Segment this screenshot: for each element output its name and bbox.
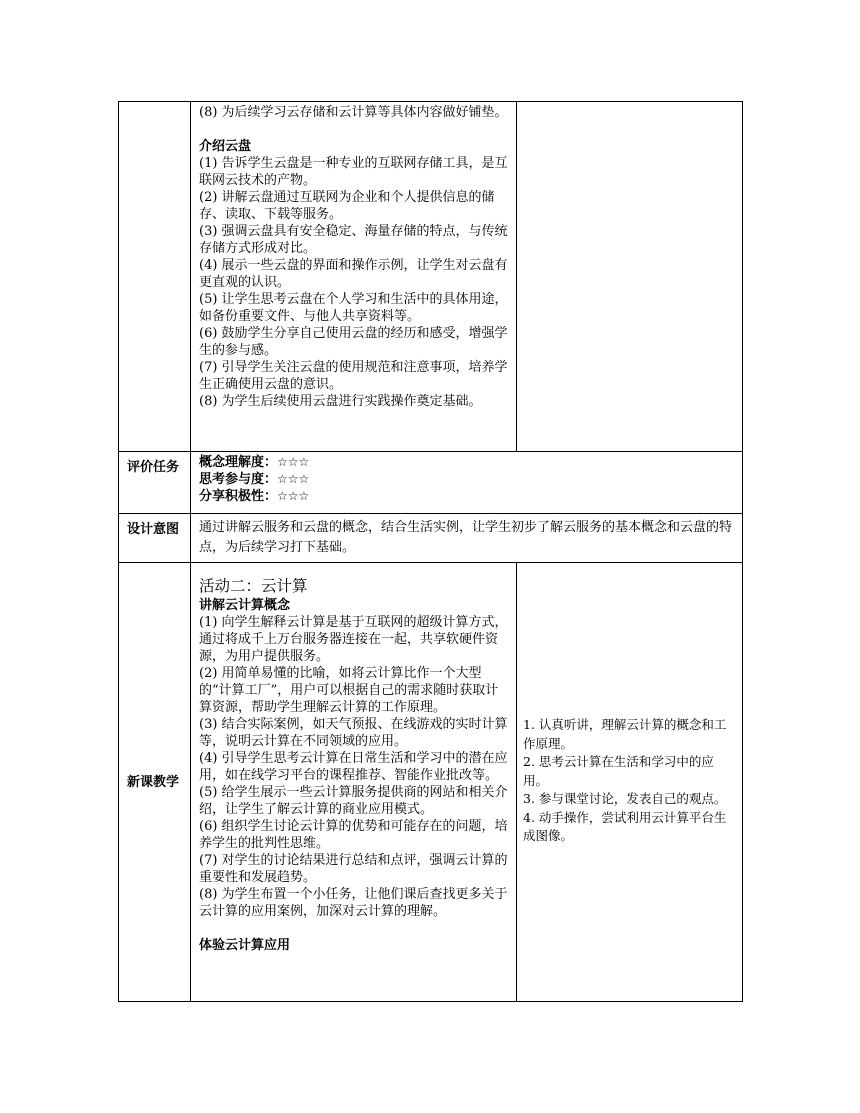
student-activity-item: 4. 动手操作，尝试利用云计算平台生成图像。 [523,809,727,844]
evaluation-item [199,471,736,488]
new-lesson-label: 新课教学 [119,563,191,1002]
evaluation-item [199,454,736,471]
star-rating: ☆☆☆ [277,489,310,503]
design-intent-row [119,514,743,563]
cloud-disk-item: (8) 为学生后续使用云盘进行实践操作奠定基础。 [199,394,482,409]
design-intent-text: 通过讲解云服务和云盘的概念，结合生活实例，让学生初步了解云服务的基本概念和云盘的特点，为后续学习打下基础。 [191,514,743,563]
cloud-computing-item: (7) 对学生的讨论结果进行总结和点评，强调云计算的重要性和发展趋势。 [199,853,508,885]
new-lesson-row [119,563,743,1002]
cloud-disk-item: (5) 让学生思考云盘在个人学习和生活中的具体用途，如备份重要文件、与他人共享资料等。 [199,292,508,324]
cloud-disk-item: (2) 讲解云盘通过互联网为企业和个人提供信息的储存、读取、下载等服务。 [199,190,495,222]
evaluation-content [191,452,743,514]
student-activity-item: 2. 思考云计算在生活和学习中的应用。 [523,754,714,788]
lesson-plan-table [118,101,743,1002]
cloud-computing-item: (8) 为学生布置一个小任务，让他们课后查找更多关于云计算的应用案例，加深对云计算的理解。 [199,887,508,919]
activity-one-content [191,102,517,452]
design-intent-label: 设计意图 [119,514,191,563]
activity-two-title: 活动二：云计算 [199,577,308,595]
cloud-computing-item: (4) 引导学生思考云计算在日常生活和学习中的潜在应用，如在线学习平台的课程推荐、智能作业批改等。 [199,751,508,783]
cloud-computing-item: (5) 给学生展示一些云计算服务提供商的网站和相关介绍，让学生了解云计算的商业应用模式。 [199,785,508,817]
evaluation-item-name: 分享积极性： [199,489,278,504]
evaluation-item [199,488,736,505]
cloud-disk-heading: 介绍云盘 [199,139,252,154]
cloud-disk-item: (1) 告诉学生云盘是一种专业的互联网存储工具，是互联网云技术的产物。 [199,156,508,188]
evaluation-item-name: 概念理解度： [199,455,278,470]
cloud-computing-item: (6) 组织学生讨论云计算的优势和可能存在的问题，培养学生的批判性思维。 [199,819,508,851]
cloud-computing-heading: 讲解云计算概念 [199,598,291,613]
star-rating: ☆☆☆ [277,455,310,469]
evaluation-label: 评价任务 [119,452,191,514]
student-activity-item: 1. 认真听讲，理解云计算的概念和工作原理。 [523,717,727,751]
evaluation-item-name: 思考参与度： [199,472,278,487]
activity-one-row [119,102,743,452]
activity-one-label-cell [119,102,191,452]
student-activity-item: 3. 参与课堂讨论，发表自己的观点。 [523,791,727,807]
prep-item-8: (8) 为后续学习云存储和云计算等具体内容做好铺垫。 [199,105,508,120]
cloud-computing-item: (1) 向学生解释云计算是基于互联网的超级计算方式，通过将成千上万台服务器连接在一起，共享软硬件资源，为用户提供服务。 [199,615,508,664]
cloud-disk-item: (7) 引导学生关注云盘的使用规范和注意事项，培养学生正确使用云盘的意识。 [199,360,508,392]
star-rating: ☆☆☆ [277,472,310,486]
student-activities-cell [517,563,743,1002]
cloud-disk-item: (3) 强调云盘具有安全稳定、海量存储的特点，与传统存储方式形成对比。 [199,224,508,256]
experience-heading: 体验云计算应用 [199,938,291,953]
activity-one-student-cell [517,102,743,452]
evaluation-row [119,452,743,514]
cloud-disk-item: (4) 展示一些云盘的界面和操作示例，让学生对云盘有更直观的认识。 [199,258,508,290]
cloud-disk-item: (6) 鼓励学生分享自己使用云盘的经历和感受，增强学生的参与感。 [199,326,508,358]
cloud-computing-item: (2) 用简单易懂的比喻，如将云计算比作一个大型的“计算工厂”，用户可以根据自己的需求随时获取计算资源，帮助学生理解云计算的工作原理。 [199,666,499,715]
cloud-computing-item: (3) 结合实际案例，如天气预报、在线游戏的实时计算等，说明云计算在不同领域的应用。 [199,717,508,749]
new-lesson-content [191,563,517,1002]
